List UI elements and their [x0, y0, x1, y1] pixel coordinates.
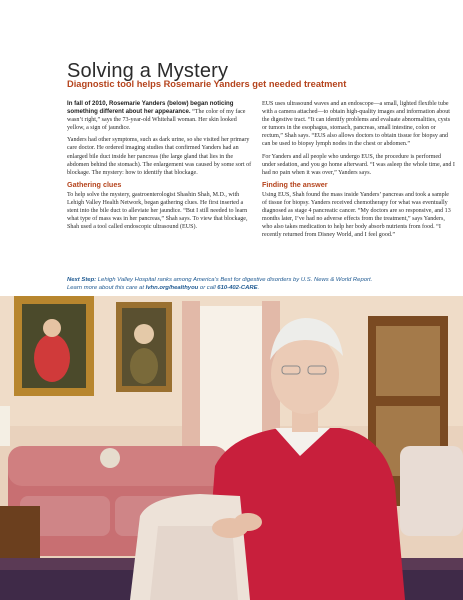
next-step-label: Next Step:: [67, 277, 97, 283]
patient-photo: [0, 296, 463, 600]
lead-bold-text: In fall of 2010, Rosemarie Yanders (below) began noticing something different about her appearance.: [67, 100, 234, 116]
hand: [234, 513, 262, 531]
next-step-callout: Next Step: Lehigh Valley Hospital ranks among America’s Best for digestive disorders by U.S. News & World Report. Learn more about this care at lvhn.org/healthyou or call 610-402-CARE.: [67, 277, 373, 291]
next-step-url-link[interactable]: lvhn.org/healthyou: [145, 285, 199, 291]
paragraph: Using EUS, Shah found the mass inside Yanders’ pancreas and took a sample of tissue for biopsy. Yanders received chemotherapy for what was eventually diagnosed as stage 4 pancreatic cancer. “My doctors are so responsive, and 13 months later, I’ve had no adverse effects from the treatment,” says Yanders, who also takes medication to help her body absorb nutrients from food. “I recently returned from Disney World, and I feel good.”: [262, 191, 451, 239]
lead-text: “The color of my face wasn’t right,” says the 73-year-old Whitehall woman. Her skin looked yellow, a sign of jaundice.: [67, 109, 246, 132]
paragraph: Yanders had other symptoms, such as dark urine, so she visited her primary care doctor. He ordered imaging studies that confirmed Yanders had an enlarged bile duct inside her pancreas (the large gland that lies in the abdomen behind the stomach). The enlargement was caused by some sort of blockage. The mystery: how to identify that blockage.: [67, 137, 252, 176]
section-heading: Gathering clues: [67, 179, 122, 189]
paragraph: EUS uses ultrasound waves and an endoscope—a small, lighted flexible tube with a camera attached—to obtain high-quality images and information about the digestive tract. “It can identify problems and evaluate abnormalities, cysts or tumors in the esophagus, stomach, pancreas, small intestine, colon or rectum,” Shah says. “EUS also allows doctors to obtain tissue for biopsy and can be used to biopsy lymph nodes in the chest or abdomen.”: [262, 101, 451, 148]
next-step-line1: Lehigh Valley Hospital ranks among America’s Best for digestive disorders by U.S. News & World Report.: [96, 277, 373, 283]
next-step-line2-mid: or call: [198, 285, 218, 291]
next-step-phone: 610-402-CARE: [217, 285, 258, 291]
paragraph: For Yanders and all people who undergo EUS, the procedure is performed under sedation, and you go home afterward. “I was asleep the whole time, and I had no pain when it was over,” Yanders says.: [262, 153, 455, 176]
right-column: [262, 100, 455, 244]
lead-paragraph: [67, 100, 252, 132]
left-column: [67, 100, 252, 235]
article-title: Solving a Mystery: [67, 60, 229, 82]
top-margin: [0, 0, 463, 6]
section-heading: Finding the answer: [262, 179, 328, 189]
paragraph: To help solve the mystery, gastroenterologist Shashin Shah, M.D., with Lehigh Valley Health Network, began gathering clues. He first inserted a stent into the bile duct to alleviate her jaundice. “But I still needed to learn what type of mass was in her pancreas,” Shah says. To view that blockage, Shah used a tool called endoscopic ultrasound (EUS).: [67, 191, 248, 231]
next-step-line2-pre: Learn more about this care at: [67, 285, 146, 291]
article-subtitle: Diagnostic tool helps Rosemarie Yanders get needed treatment: [67, 79, 347, 89]
